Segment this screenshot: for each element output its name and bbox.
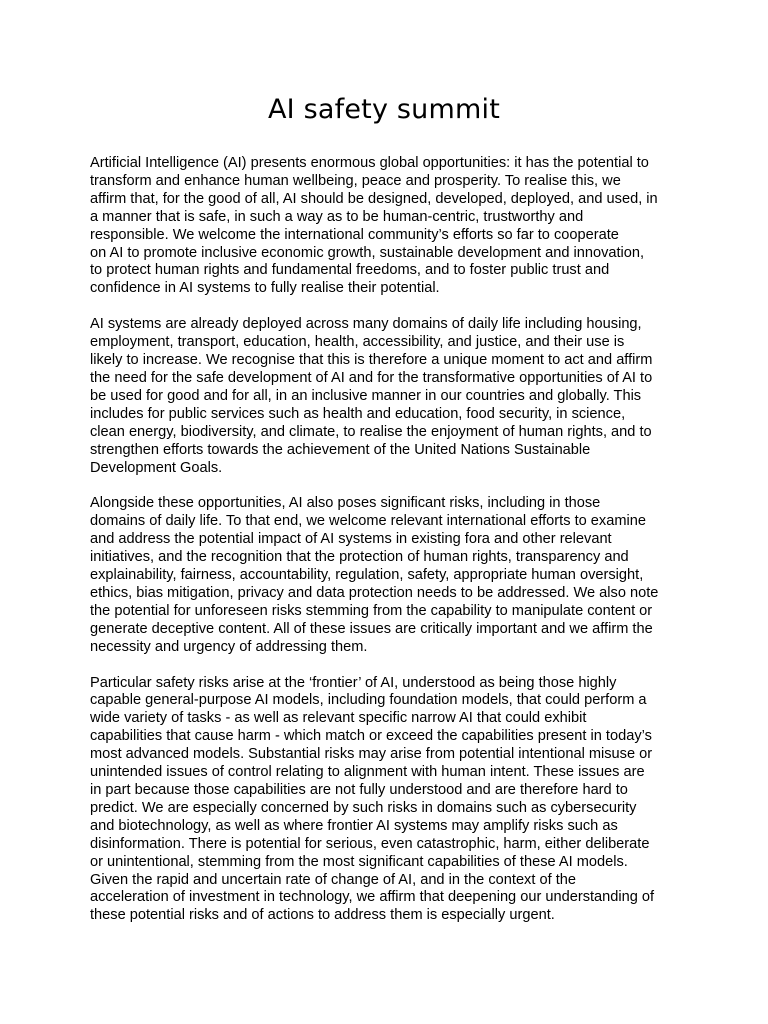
paragraph-1: Artificial Intelligence (AI) presents enormous global opportunities: it has the potential to transform and enhance human wellbeing, peace and prosperity. To realise this, we affirm that, for the good of all, AI should be designed, developed, deployed, and used, in a manner that is safe, in such a way as to be human-centric, trustworthy and responsible. We welcome the international community’s efforts so far to cooperate on AI to promote inclusive economic growth, sustainable development and innovation, to protect human rights and fundamental freedoms, and to foster public trust and confidence in AI systems to fully realise their potential. (90, 155, 658, 297)
paragraph-3: Alongside these opportunities, AI also poses significant risks, including in those domains of daily life. To that end, we welcome relevant international efforts to examine and address the potential impact of AI systems in existing fora and other relevant initiatives, and the recognition that the protection of human rights, transparency and explainability, fairness, accountability, regulation, safety, appropriate human oversight, ethics, bias mitigation, privacy and data protection needs to be addressed. We also note the potential for unforeseen risks stemming from the capability to manipulate content or generate deceptive content. All of these issues are critically important and we affirm the necessity and urgency of addressing them. (90, 495, 659, 655)
paragraph-4: Particular safety risks arise at the ‘frontier’ of AI, understood as being those highly capable general-purpose AI models, including foundation models, that could perform a wide variety of tasks - as well as relevant specific narrow AI that could exhibit capabilities that cause harm - which match or exceed the capabilities present in today’s most advanced models. Substantial risks may arise from potential intentional misuse or unintended issues of control relating to alignment with human intent. These issues are in part because those capabilities are not fully understood and are therefore hard to predict. We are especially concerned by such risks in domains such as cybersecurity and biotechnology, as well as where frontier AI systems may amplify risks such as disinformation. There is potential for serious, even catastrophic, harm, either deliberate or unintentional, stemming from the most significant capabilities of these AI models. Given the rapid and uncertain rate of change of AI, and in the context of the acceleration of investment in technology, we affirm that deepening our understanding of these potential risks and of actions to address them is especially urgent. (90, 674, 655, 924)
document-body (90, 155, 690, 943)
document-title: AI safety summit (268, 94, 500, 125)
paragraph-2: AI systems are already deployed across many domains of daily life including housing, employment, transport, education, health, accessibility, and justice, and their use is likely to increase. We recognise that this is therefore a unique moment to act and affirm the need for the safe development of AI and for the transformative opportunities of AI to be used for good and for all, in an inclusive manner in our countries and globally. This includes for public services such as health and education, food security, in science, clean energy, biodiversity, and climate, to realise the enjoyment of human rights, and to strengthen efforts towards the achievement of the United Nations Sustainable Development Goals. (90, 316, 653, 476)
